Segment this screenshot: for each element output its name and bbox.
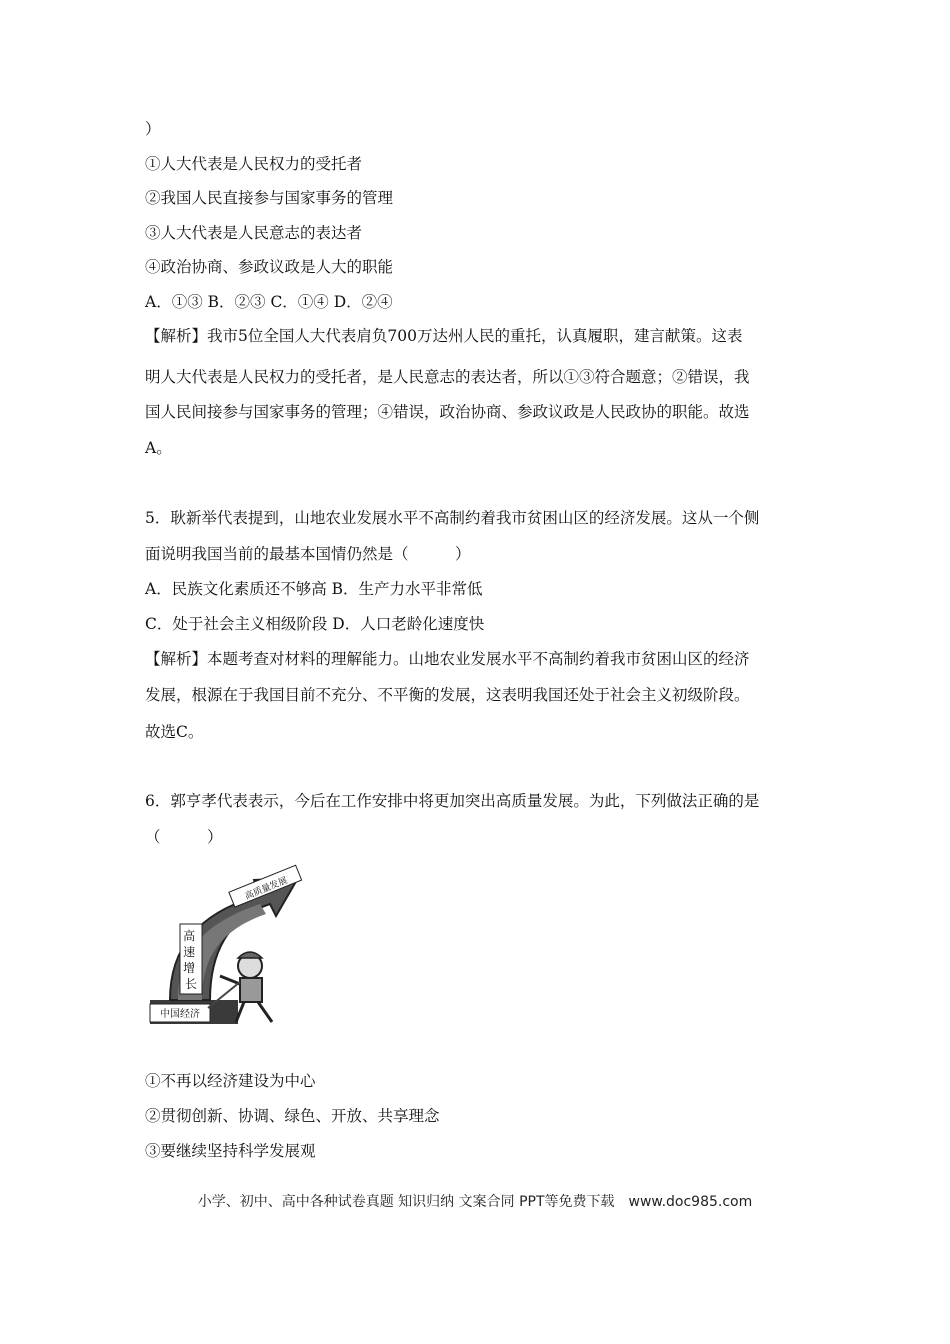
q6-option-3: ③要继续坚持科学发展观 xyxy=(145,1142,316,1160)
q4-option-1: ①人大代表是人民权力的受托者 xyxy=(145,155,363,173)
q4-analysis-2: 明人大代表是人民权力的受托者，是人民意志的表达者，所以①③符合题意；②错误，我 xyxy=(145,368,750,386)
cartoon-svg xyxy=(148,858,328,1028)
q4-analysis-1: 【解析】我市5位全国人大代表肩负700万达州人民的重托，认真履职，建言献策。这表 xyxy=(145,327,743,345)
q5-stem-2: 面说明我国当前的最基本国情仍然是（ ） xyxy=(145,545,471,563)
q4-option-3: ③人大代表是人民意志的表达者 xyxy=(145,224,363,242)
page-footer: 小学、初中、高中各种试卷真题 知识归纳 文案合同 PPT等免费下载 www.doc985.com xyxy=(197,1194,753,1210)
q5-analysis-1: 【解析】本题考查对材料的理解能力。山地农业发展水平不高制约着我市贫困山区的经济 xyxy=(145,650,750,668)
q6-stem-2: （ ） xyxy=(145,828,223,846)
q4-choices: A．①③ B．②③ C．①④ D．②④ xyxy=(145,293,393,311)
arrow-top-label: 高质量发展 xyxy=(243,875,290,902)
q5-choices-1: A．民族文化素质还不够高 B．生产力水平非常低 xyxy=(145,580,483,598)
base-label: 中国经济 xyxy=(160,1009,200,1020)
q6-cartoon-figure xyxy=(148,858,328,1028)
q5-stem-1: 5．耿新举代表提到，山地农业发展水平不高制约着我市贫困山区的经济发展。这从一个侧 xyxy=(145,509,760,527)
q4-option-4: ④政治协商、参政议政是人大的职能 xyxy=(145,258,394,276)
arrow-left-label: 高 速 增 长 xyxy=(183,929,198,991)
q6-option-2: ②贯彻创新、协调、绿色、开放、共享理念 xyxy=(145,1107,440,1125)
q4-analysis-3: 国人民间接参与国家事务的管理；④错误，政治协商、参政议政是人民政协的职能。故选 xyxy=(145,403,750,421)
q5-analysis-2: 发展，根源在于我国目前不充分、不平衡的发展，这表明我国还处于社会主义初级阶段。 xyxy=(145,686,750,704)
q6-option-1: ①不再以经济建设为中心 xyxy=(145,1072,316,1090)
q4-option-2: ②我国人民直接参与国家事务的管理 xyxy=(145,189,394,207)
q6-stem-1: 6．郭亨孝代表表示，今后在工作安排中将更加突出高质量发展。为此，下列做法正确的是 xyxy=(145,792,760,810)
q4-paren-tail: ） xyxy=(145,120,161,138)
q5-choices-2: C．处于社会主义相级阶段 D．人口老龄化速度快 xyxy=(145,615,485,633)
q4-analysis-4: A。 xyxy=(145,439,172,457)
q5-analysis-3: 故选C。 xyxy=(145,723,204,741)
